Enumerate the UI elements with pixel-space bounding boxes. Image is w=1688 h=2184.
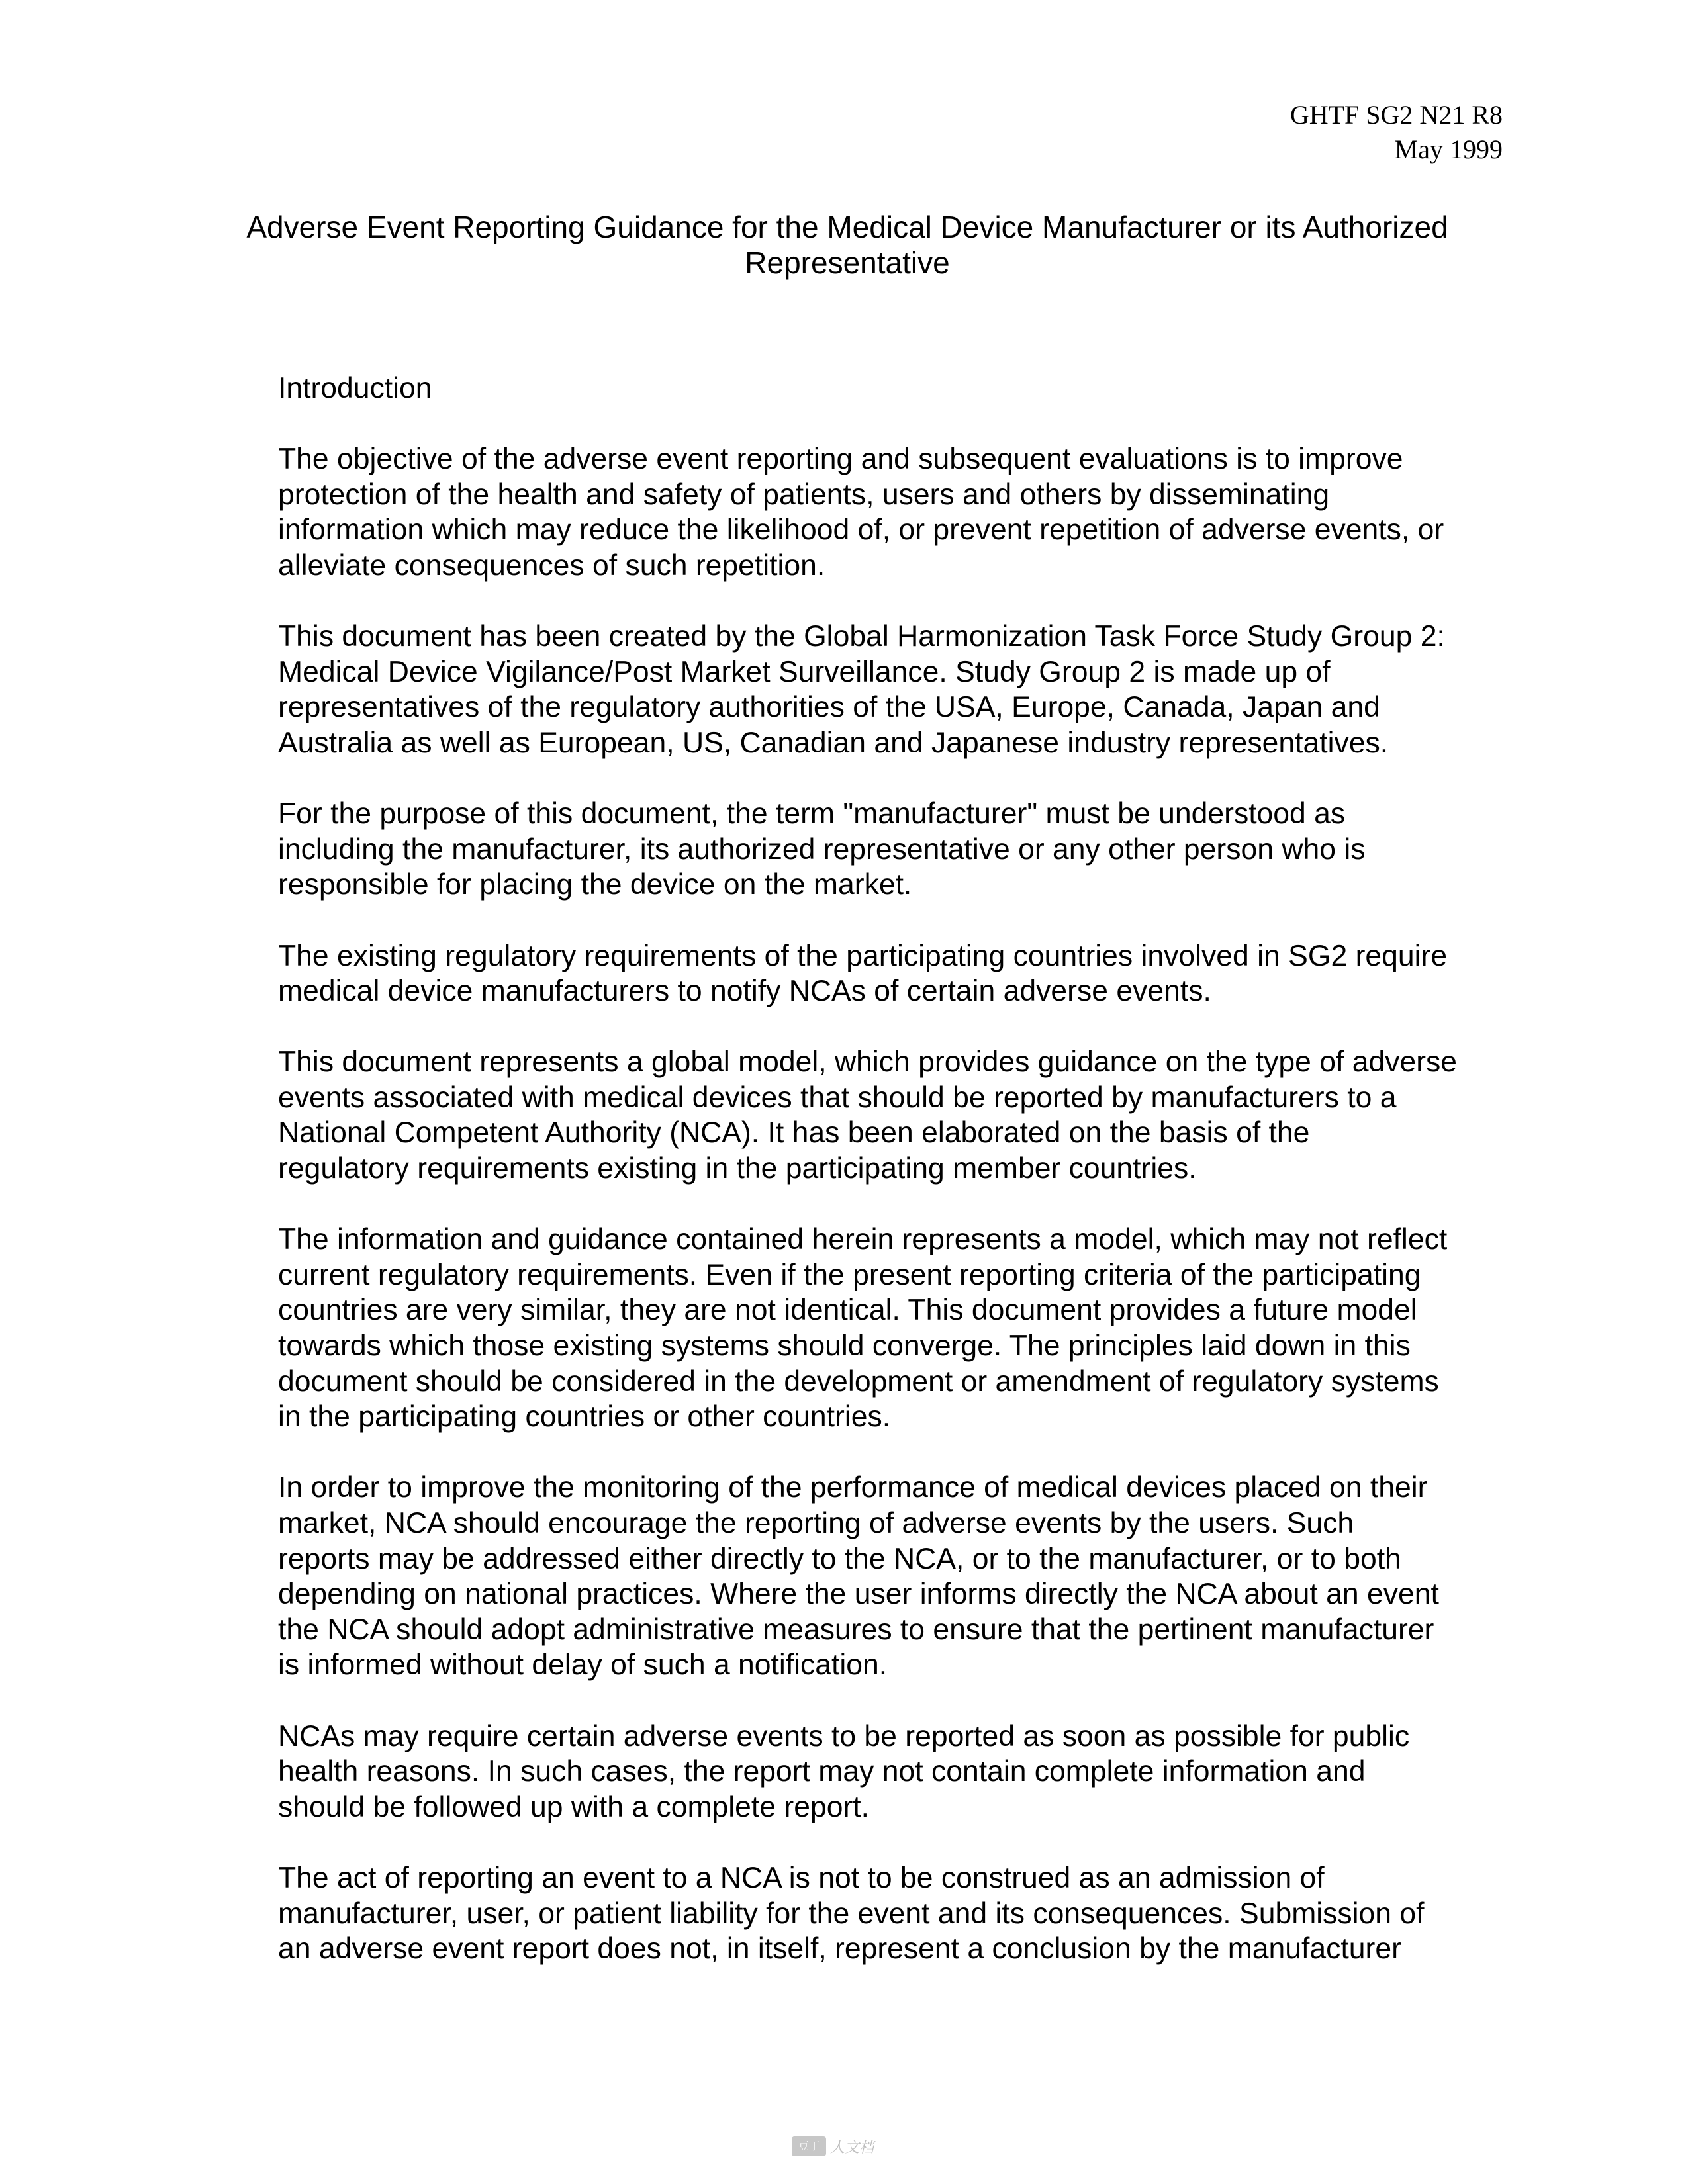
paragraph-line: The objective of the adverse event reporting and subsequent evaluations is to improve xyxy=(278,443,1403,476)
paragraph-line: representatives of the regulatory authorities of the USA, Europe, Canada, Japan and xyxy=(278,691,1380,724)
document-title-line-1: Adverse Event Reporting Guidance for the Medical Device Manufacturer or its Authorized xyxy=(246,210,1448,244)
paragraph-line: countries are very similar, they are not identical. This document provides a future model xyxy=(278,1294,1417,1327)
section-heading-introduction: Introduction xyxy=(278,372,432,404)
document-title xyxy=(199,209,1496,281)
paragraph-line: information which may reduce the likelihood of, or prevent repetition of adverse events, or xyxy=(278,514,1444,547)
paragraph-line: The existing regulatory requirements of the participating countries involved in SG2 require xyxy=(278,939,1448,972)
paragraph-line: alleviate consequences of such repetition. xyxy=(278,549,825,582)
paragraph-line: health reasons. In such cases, the report may not contain complete information and xyxy=(278,1755,1366,1788)
paragraph-line: This document has been created by the Global Harmonization Task Force Study Group 2: xyxy=(278,620,1445,653)
page-header xyxy=(1105,98,1503,167)
document-body xyxy=(278,371,1523,2002)
paragraph-line: is informed without delay of such a notification. xyxy=(278,1649,888,1682)
paragraph xyxy=(278,1470,1523,1683)
paragraph xyxy=(278,1222,1523,1435)
paragraph-line: This document represents a global model, which provides guidance on the type of adverse xyxy=(278,1046,1458,1079)
paragraph-line: including the manufacturer, its authorized representative or any other person who is xyxy=(278,833,1366,866)
paragraph-line: the NCA should adopt administrative measures to ensure that the pertinent manufacturer xyxy=(278,1613,1434,1646)
paragraph-line: The act of reporting an event to a NCA is not to be construed as an admission of xyxy=(278,1861,1325,1894)
paragraph-line: current regulatory requirements. Even if the present reporting criteria of the participating xyxy=(278,1258,1421,1291)
watermark-logo xyxy=(792,2135,884,2158)
paragraph-line: manufacturer, user, or patient liability for the event and its consequences. Submission of xyxy=(278,1897,1425,1930)
watermark-text: 人文档 xyxy=(830,2139,874,2156)
paragraph xyxy=(278,938,1523,1009)
paragraph-line: medical device manufacturers to notify NCAs of certain adverse events. xyxy=(278,975,1211,1008)
paragraph-line: responsible for placing the device on the market. xyxy=(278,868,912,901)
paragraph-line: NCAs may require certain adverse events to be reported as soon as possible for public xyxy=(278,1719,1410,1752)
paragraph xyxy=(278,441,1523,583)
paragraph xyxy=(278,1044,1523,1186)
paragraph-line: reports may be addressed either directly to the NCA, or to the manufacturer, or to both xyxy=(278,1542,1401,1575)
paragraph-line: events associated with medical devices that should be reported by manufacturers to a xyxy=(278,1081,1397,1114)
paragraph-line: Australia as well as European, US, Canadian and Japanese industry representatives. xyxy=(278,726,1389,759)
paragraph xyxy=(278,619,1523,760)
paragraph-line: The information and guidance contained herein represents a model, which may not reflect xyxy=(278,1223,1448,1256)
paragraph-line: regulatory requirements existing in the participating member countries. xyxy=(278,1152,1197,1185)
paragraph xyxy=(278,796,1523,903)
paragraph-line: In order to improve the monitoring of the performance of medical devices placed on their xyxy=(278,1471,1428,1504)
document-date: May 1999 xyxy=(1394,134,1503,164)
watermark-badge: 豆丁 xyxy=(792,2136,826,2156)
paragraph-line: Medical Device Vigilance/Post Market Surveillance. Study Group 2 is made up of xyxy=(278,655,1331,688)
paragraph-line: in the participating countries or other countries. xyxy=(278,1400,891,1433)
paragraph-line: National Competent Authority (NCA). It has been elaborated on the basis of the xyxy=(278,1116,1310,1150)
document-title-line-2: Representative xyxy=(745,246,950,280)
paragraphs-container xyxy=(278,441,1523,1967)
paragraph-line: an adverse event report does not, in itself, represent a conclusion by the manufacturer xyxy=(278,1933,1401,1966)
paragraph-line: should be followed up with a complete report. xyxy=(278,1790,869,1823)
paragraph-line: document should be considered in the development or amendment of regulatory systems xyxy=(278,1365,1439,1398)
document-id: GHTF SG2 N21 R8 xyxy=(1289,100,1503,130)
paragraph xyxy=(278,1860,1523,1967)
paragraph-line: protection of the health and safety of patients, users and others by disseminating xyxy=(278,478,1330,511)
paragraph-line: market, NCA should encourage the reporting of adverse events by the users. Such xyxy=(278,1507,1354,1539)
paragraph-line: For the purpose of this document, the term "manufacturer" must be understood as xyxy=(278,797,1346,831)
paragraph xyxy=(278,1719,1523,1825)
paragraph-line: towards which those existing systems should converge. The principles laid down in this xyxy=(278,1330,1411,1363)
paragraph-line: depending on national practices. Where the user informs directly the NCA about an event xyxy=(278,1578,1439,1611)
